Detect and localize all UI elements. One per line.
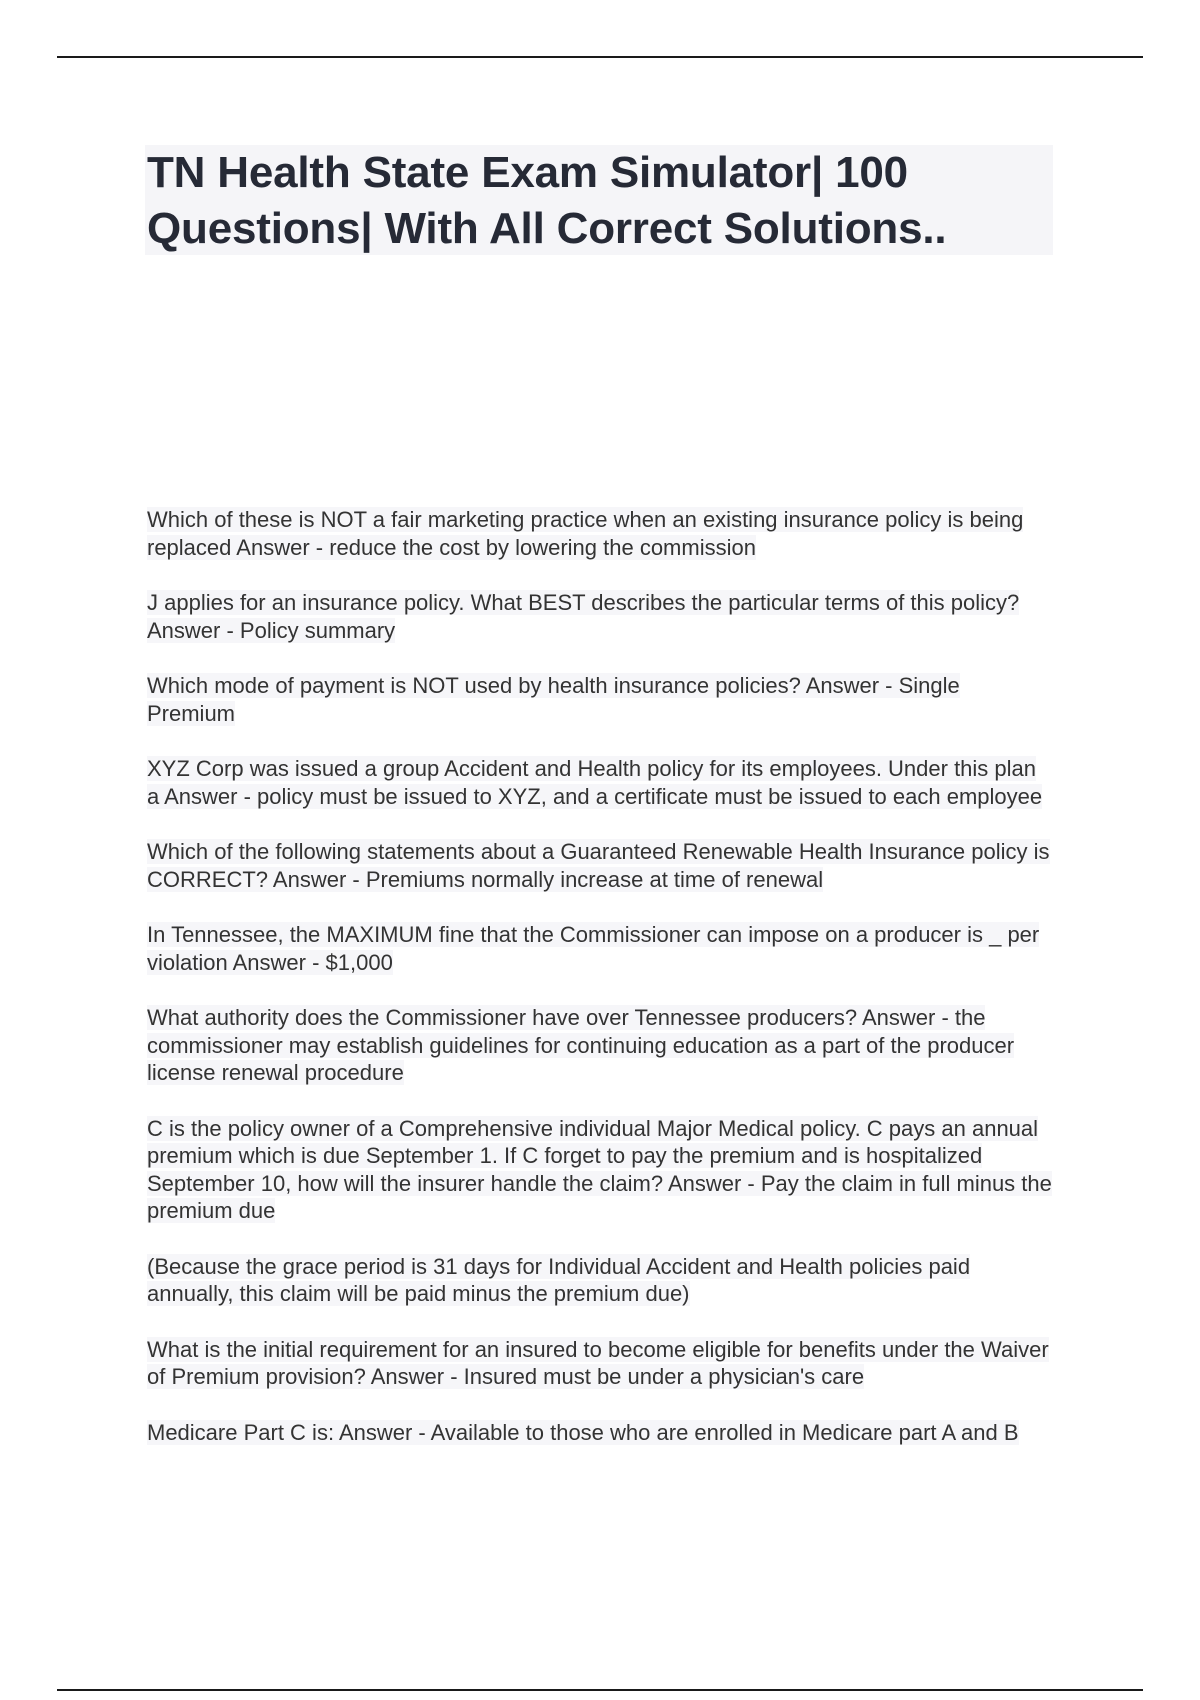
qa-text: Which of these is NOT a fair marketing practice when an existing insurance policy is being replaced Answer - reduce the cost by lowering the commission (147, 507, 1024, 560)
qa-item (145, 506, 1055, 561)
qa-item (145, 1419, 1055, 1447)
qa-item (145, 672, 1055, 727)
qa-text: (Because the grace period is 31 days for Individual Accident and Health policies paid annually, this claim will be paid minus the premium due) (147, 1253, 971, 1306)
qa-text: J applies for an insurance policy. What BEST describes the particular terms of this policy? Answer - Policy summary (147, 590, 1020, 643)
qa-text: XYZ Corp was issued a group Accident and Health policy for its employees. Under this plan a Answer - policy must be issued to XYZ, and a certificate must be issued to each employee (147, 756, 1043, 809)
top-rule (57, 56, 1143, 58)
title-block (145, 145, 1053, 255)
qa-item (145, 921, 1055, 976)
qa-text: Medicare Part C is: Answer - Available to those who are enrolled in Medicare part A and B (147, 1419, 1019, 1445)
qa-item (145, 1336, 1055, 1391)
page-title: TN Health State Exam Simulator| 100 Questions| With All Correct Solutions.. (147, 148, 947, 253)
qa-text: Which of the following statements about a Guaranteed Renewable Health Insurance policy is CORRECT? Answer - Premiums normally increase at time of renewal (147, 839, 1050, 892)
qa-text: Which mode of payment is NOT used by health insurance policies? Answer - Single Premium (147, 673, 960, 726)
qa-item (145, 1115, 1055, 1225)
qa-text: C is the policy owner of a Comprehensive individual Major Medical policy. C pays an annual premium which is due September 1. If C forget to pay the premium and is hospitalized September 10, how will the insurer handle the claim? Answer - Pay the claim in full minus the premium due (147, 1115, 1052, 1223)
qa-note (145, 1253, 1055, 1308)
bottom-rule (57, 1689, 1143, 1691)
qa-item (145, 1004, 1055, 1087)
qa-text: What authority does the Commissioner have over Tennessee producers? Answer - the commissioner may establish guidelines for continuing education as a part of the producer license renewal procedure (147, 1005, 1015, 1085)
qa-text: What is the initial requirement for an insured to become eligible for benefits under the Waiver of Premium provision? Answer - Insured must be under a physician's care (147, 1336, 1049, 1389)
qa-item (145, 755, 1055, 810)
qa-text: In Tennessee, the MAXIMUM fine that the Commissioner can impose on a producer is _ per violation Answer - $1,000 (147, 922, 1040, 975)
qa-item (145, 838, 1055, 893)
qa-item (145, 589, 1055, 644)
qa-list (145, 506, 1055, 1474)
